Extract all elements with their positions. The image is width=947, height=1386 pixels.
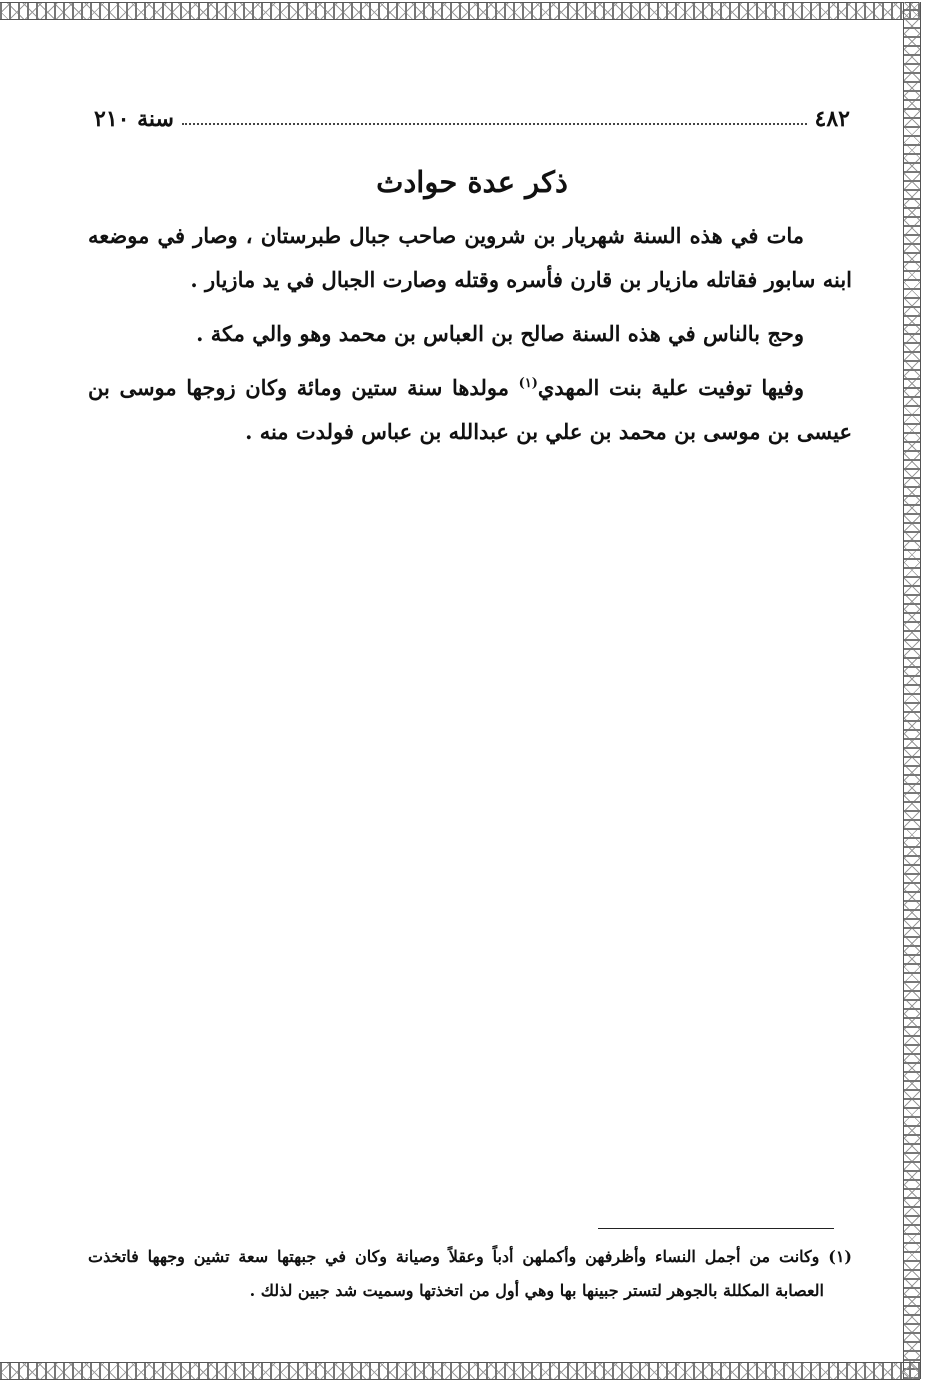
footnotes: [88, 1240, 852, 1308]
paragraph: مات في هذه السنة شهريار بن شروين صاحب جبال طبرستان ، وصار في موضعه ابنه سابور فقاتله مازيار بن قارن فأسره وقتله وصارت الجبال في يد مازيار .: [88, 223, 852, 292]
footnote-reference: (١): [518, 376, 538, 391]
footnote-separator: [598, 1228, 834, 1229]
main-text: [88, 214, 852, 464]
ornamental-border-right: [903, 2, 921, 1379]
header-year-label: سنة ٢١٠: [94, 106, 174, 132]
paragraph-text: مولدها سنة ستين ومائة وكان زوجها موسى بن عيسى بن موسى بن محمد بن علي بن عبدالله بن عباس فولدت منه .: [88, 375, 852, 444]
paragraph: [88, 366, 852, 454]
paragraph: وحج بالناس في هذه السنة صالح بن العباس بن محمد وهو والي مكة .: [196, 321, 804, 346]
running-header: [94, 98, 850, 132]
section-title: ذكر عدة حوادث: [376, 165, 568, 199]
ornamental-border-bottom: [0, 1362, 920, 1380]
footnote: (١) وكانت من أجمل النساء وأظرفهن وأكملهن أدباً وعقلاً وصيانة وكان في جبهتها سعة تشين وجهها فاتخذت العصابة المكللة بالجوهر لتستر جبينها بها وهي أول من اتخذتها وسميت شد جبين لذلك .: [88, 1247, 852, 1300]
paragraph-text: وفيها توفيت علية بنت المهدي: [537, 375, 804, 400]
page-number: ٤٨٢: [814, 106, 850, 132]
header-dotted-leader: [182, 123, 807, 125]
